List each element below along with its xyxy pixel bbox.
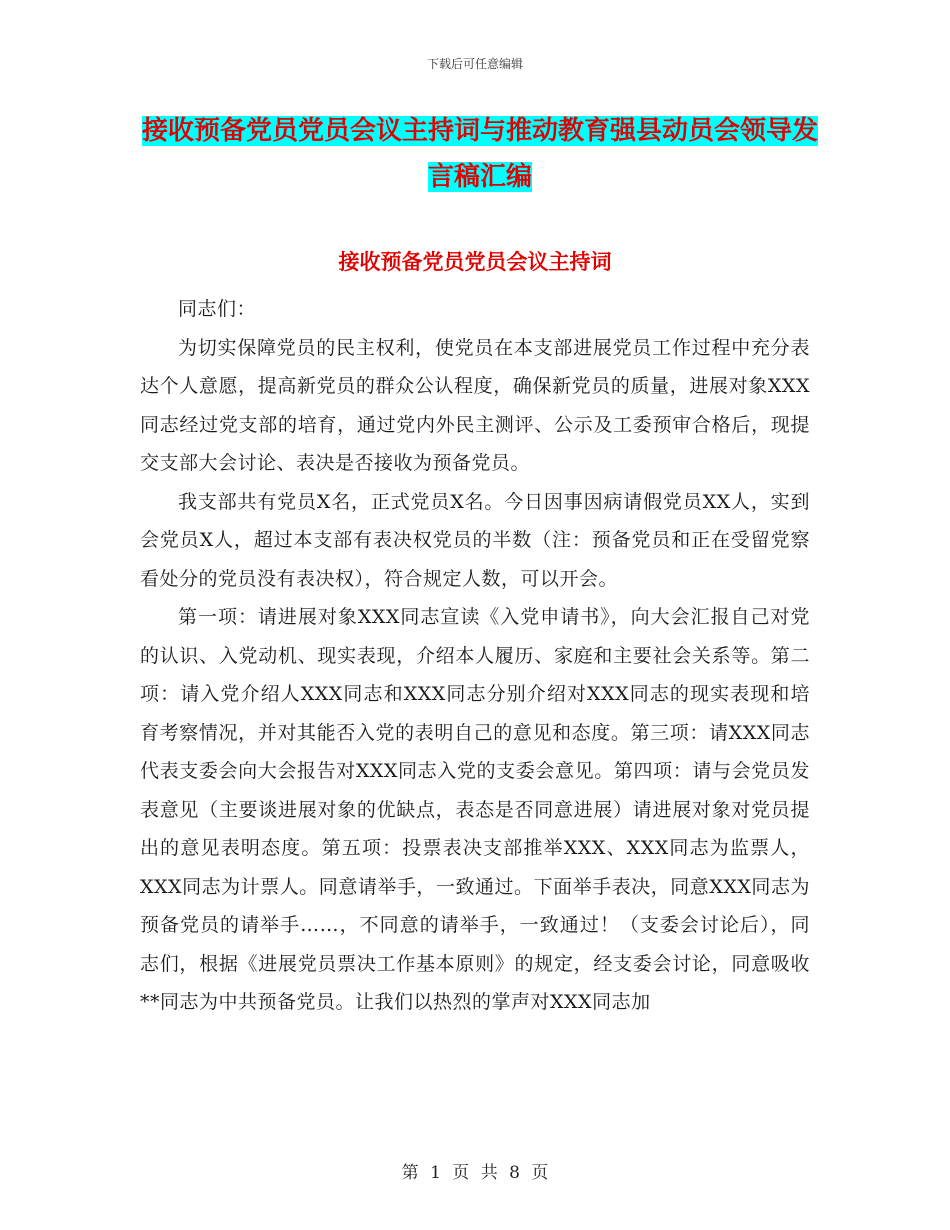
paragraph: 我支部共有党员X名，正式党员X名。今日因事因病请假党员XX人，实到会党员X人，超过本支部有表决权党员的半数（注：预备党员和正在受留党察看处分的党员没有表决权），符合规定人数，可以开会。: [140, 490, 810, 590]
paragraph-agenda: 第一项：请进展对象XXX同志宣读《入党申请书》，向大会汇报自己对党的认识、入党动机、现实表现，介绍本人履历、家庭和主要社会关系等。第二项：请入党介绍人XXX同志和XXX同志分别介绍对XXX同志的现实表现和培育考察情况，并对其能否入党的表明自己的意见和态度。第三项：请XXX同志代表支委会向大会报告对XXX同志入党的支委会意见。第四项：请与会党员发表意见（主要谈进展对象的优缺点，表态是否同意进展）请进展对象对党员提出的意见表明态度。第五项：投票表决支部推举XXX、XXX同志为监票人，XXX同志为计票人。同意请举手，一致通过。下面举手表决，同意XXX同志为预备党员的请举手……，不同意的请举手，一致通过！（支委会讨论后），同志们，根据《进展党员票决工作基本原则》的规定，经支委会讨论，同意吸收**同志为中共预备党员。让我们以热烈的掌声对XXX同志加: [140, 606, 810, 1013]
paragraph-greeting: 同志们：: [178, 298, 257, 320]
document-title-text: 接收预备党员党员会议主持词与推动教育强县动员会领导发言稿汇编: [141, 116, 818, 192]
document-title: [140, 108, 820, 200]
section-title: 接收预备党员党员会议主持词: [338, 249, 612, 274]
document-body: [140, 290, 810, 1022]
paragraph: 为切实保障党员的民主权利，使党员在本支部进展党员工作过程中充分表达个人意愿，提高新党员的群众公认程度，确保新党员的质量，进展对象XXX同志经过党支部的培育，通过党内外民主测评、公示及工委预审合格后，现提交支部大会讨论、表决是否接收为预备党员。: [140, 336, 810, 474]
page-footer: 第 1 页 共 8 页: [401, 1163, 549, 1183]
header-note: 下载后可任意编辑: [426, 57, 523, 71]
